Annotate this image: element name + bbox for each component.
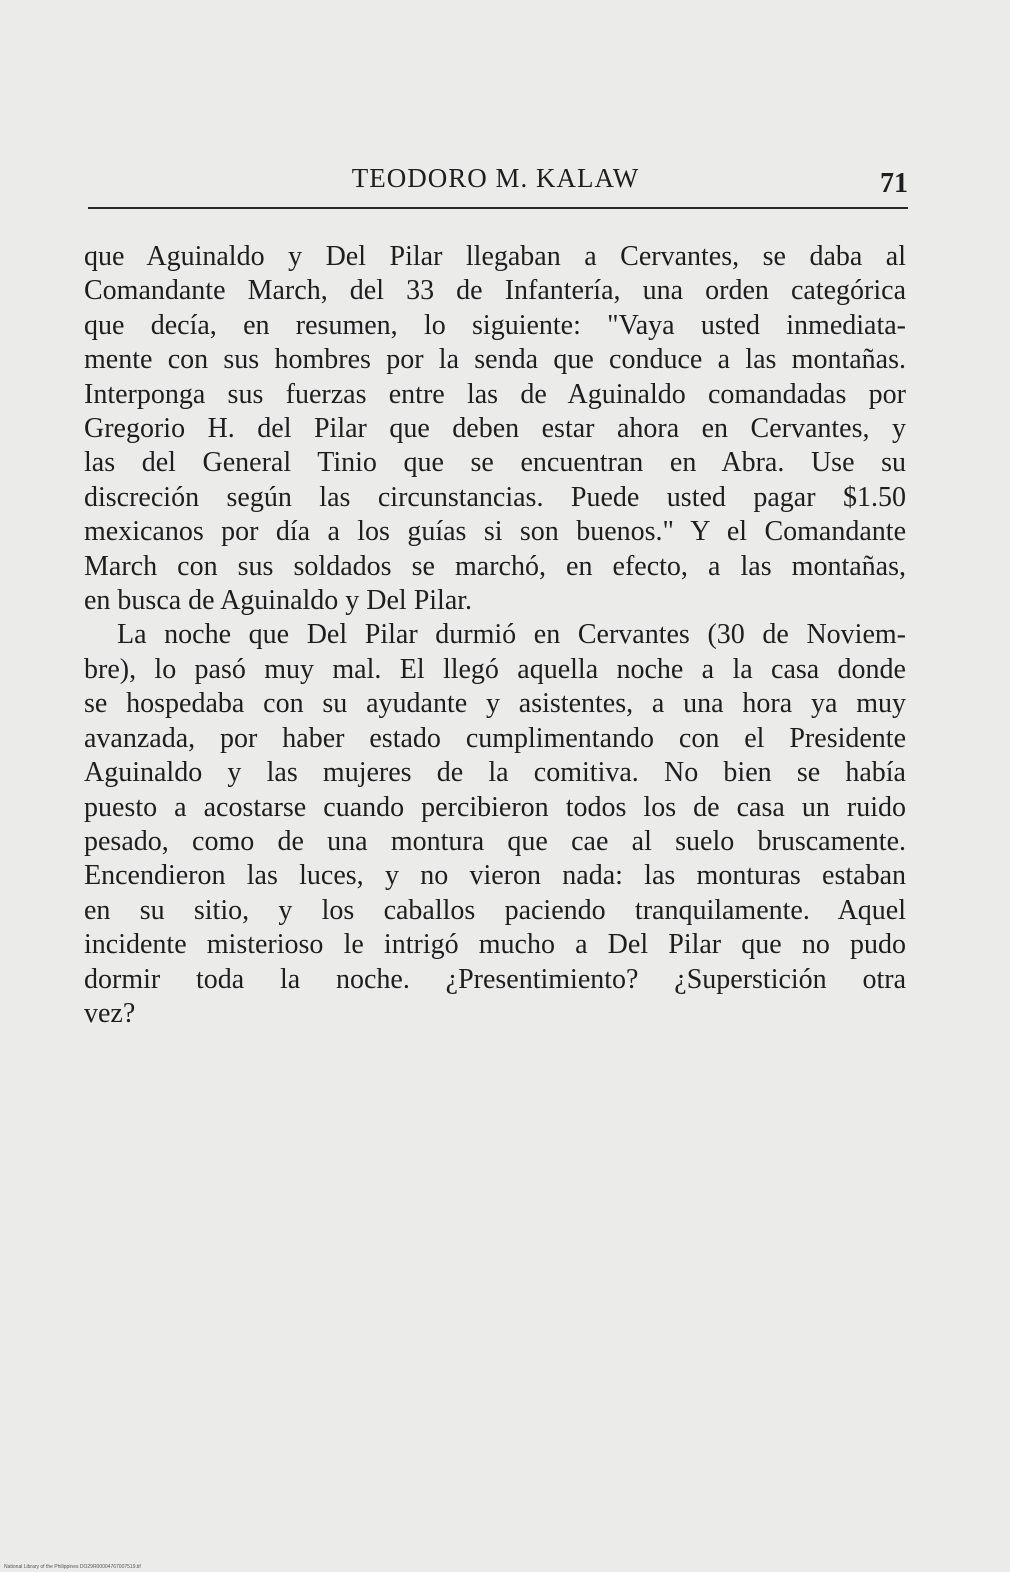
text-line: mente con sus hombres por la senda que conduce a las montañas.	[84, 344, 906, 376]
header-rule	[88, 207, 908, 209]
page-number: 71	[880, 168, 908, 199]
text-line: vez?	[84, 997, 136, 1029]
text-line: que decía, en resumen, lo siguiente: "Vaya usted inmediata-	[84, 309, 906, 341]
text-line: bre), lo pasó muy mal. El llegó aquella noche a la casa donde	[84, 653, 906, 685]
text-line: incidente misterioso le intrigó mucho a Del Pilar que no pudo	[84, 929, 906, 961]
text-line: que Aguinaldo y Del Pilar llegaban a Cervantes, se daba al	[84, 241, 906, 272]
text-line: March con sus soldados se marchó, en efecto, a las montañas,	[84, 550, 906, 582]
body-text	[84, 240, 906, 1031]
text-line: en busca de Aguinaldo y Del Pilar.	[84, 585, 473, 617]
text-line: puesto a acostarse cuando percibieron todos los de casa un ruido	[84, 791, 906, 823]
text-line: avanzada, por haber estado cumplimentando con el Presidente	[84, 722, 906, 754]
running-head	[88, 158, 908, 208]
text-line: mexicanos por día a los guías si son buenos." Y el Comandante	[84, 516, 906, 548]
text-line: las del General Tinio que se encuentran en Abra. Use su	[84, 447, 906, 479]
text-line: Interponga sus fuerzas entre las de Aguinaldo comandadas por	[84, 378, 906, 410]
text-line: Comandante March, del 33 de Infantería, una orden categórica	[84, 275, 906, 307]
text-line: Gregorio H. del Pilar que deben estar ahora en Cervantes, y	[84, 413, 906, 445]
text-line: Aguinaldo y las mujeres de la comitiva. No bien se había	[84, 757, 906, 789]
text-line: Encendieron las luces, y no vieron nada: las monturas estaban	[84, 860, 906, 892]
running-head-title: TEODORO M. KALAW	[351, 163, 640, 193]
text-line: se hospedaba con su ayudante y asistentes, a una hora ya muy	[84, 688, 906, 720]
text-line: discreción según las circunstancias. Puede usted pagar $1.50	[84, 481, 906, 513]
text-line: La noche que Del Pilar durmió en Cervantes (30 de Noviem-	[117, 619, 906, 651]
text-line: en su sitio, y los caballos paciendo tranquilamente. Aquel	[84, 894, 906, 926]
text-line: dormir toda la noche. ¿Presentimiento? ¿Superstición otra	[84, 963, 906, 995]
text-line: pesado, como de una montura que cae al suelo bruscamente.	[84, 825, 906, 857]
scan-footer-note: National Library of the Philippines DO29R00004767007519.tif	[4, 1564, 141, 1570]
